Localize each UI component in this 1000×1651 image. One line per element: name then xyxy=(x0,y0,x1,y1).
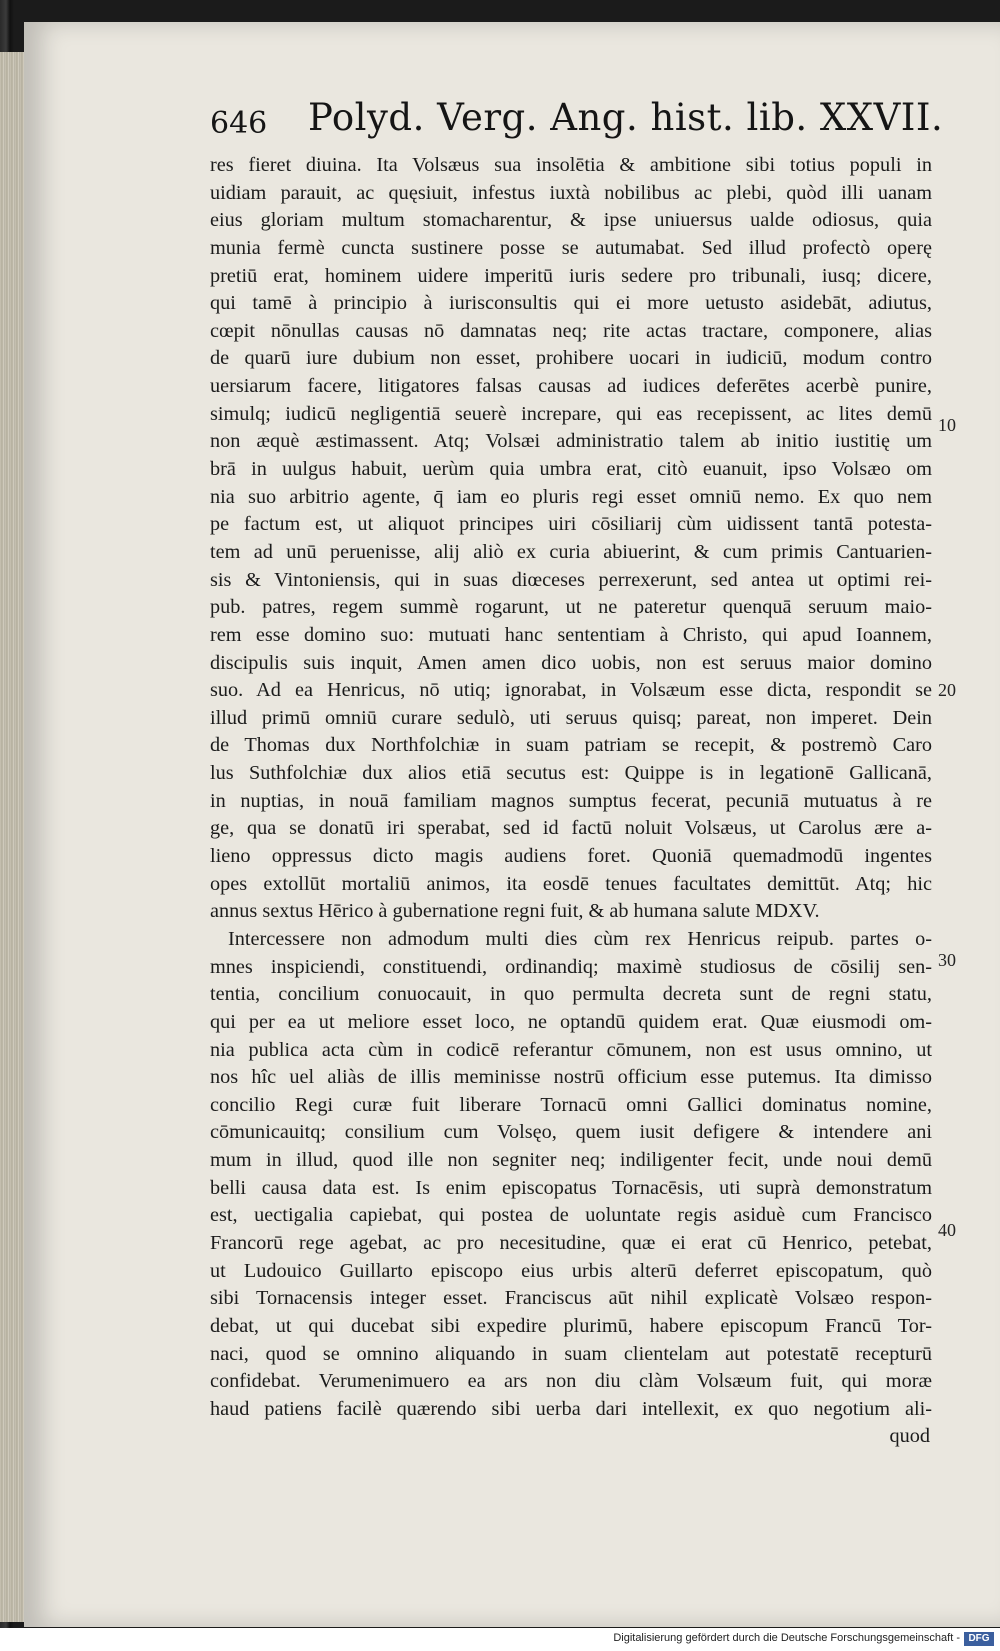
margin-line-number: 40 xyxy=(938,1220,956,1240)
text-line: Intercessere non admodum multi dies cùm rex Henricus reipub. partes o- xyxy=(228,927,932,950)
text-line: non æquè æstimassent. Atq; Volsæi administratio talem ab initio iustitię um xyxy=(210,430,932,453)
text-line: quod xyxy=(889,1425,930,1448)
text-line: discipulis suis inquit, Amen amen dico uobis, non est seruus maior domino xyxy=(210,651,932,674)
text-line: suo. Ad ea Henricus, nō utiq; ignorabat, in Volsæum esse dicta, respondit se xyxy=(210,679,932,702)
running-title: Polyd. Verg. Ang. hist. lib. XXVII. xyxy=(308,96,944,139)
text-line: est, uectigalia capiebat, qui postea de uoluntate regis asiduè cum Francisco xyxy=(210,1204,932,1227)
text-line: ut Ludouico Guillarto episcopo eius urbis alterū deferret episcopatum, quò xyxy=(210,1259,932,1282)
text-line: illud primū omniū curare sedulò, uti seruus quisq; pareat, non imperet. Dein xyxy=(210,706,932,729)
text-line: mnes inspiciendi, constituendi, ordinandiq; maximè studiosus de cōsilij sen- xyxy=(210,955,932,978)
text-line: pe factum est, ut aliquot principes uiri cōsiliarij cùm uidissent tantā potesta- xyxy=(210,513,932,536)
margin-line-number: 30 xyxy=(938,950,956,970)
text-line: naci, quod se omnino aliquando in suam clientelam aut potestatē recepturū xyxy=(210,1342,932,1365)
digitization-credit: Digitalisierung gefördert durch die Deutsche Forschungsgemeinschaft - xyxy=(613,1632,960,1644)
text-line: annus sextus Hērico à gubernatione regni fuit, & ab humana salute MDXV. xyxy=(210,900,820,923)
text-line: lieno oppressus dicto magis audiens foret. Quoniā quemadmodū ingentes xyxy=(210,845,932,868)
text-line: haud patiens facilè quærendo sibi uerba dari intellexit, ex quo negotium ali- xyxy=(210,1397,932,1420)
text-line: de quarū iure dubium non esset, prohibere uocari in iudiciū, modum contro xyxy=(210,347,932,370)
text-line: cœpit nōnullas causas nō damnatas neq; rite actas tractare, componere, alias xyxy=(210,319,932,342)
text-line: rem esse domino suo: mutuati hanc sententiam à Christo, qui apud Ioannem, xyxy=(210,623,932,646)
text-line: tem ad unū peruenisse, alij aliò ex curia abiuerint, & cum primis Cantuarien- xyxy=(210,540,932,563)
text-line: uersiarum facere, litigatores falsas causas ad iudices deferētes acerbè punire, xyxy=(210,375,932,398)
text-line: mum in illud, quod ille non segniter neq; indiligenter fecit, unde noui demū xyxy=(210,1149,932,1172)
text-line: sibi Tornacensis integer esset. Franciscus aūt nihil explicatè Volsæo respon- xyxy=(210,1287,932,1310)
text-line: concilio Regi curæ fuit liberare Tornacū omni Gallici dominatus nomine, xyxy=(210,1093,932,1116)
text-line: nia suo arbitrio agente, q̄ iam eo pluris regi esset omniū nemo. Ex quo nem xyxy=(210,485,932,508)
text-line: in nuptias, in nouā familiam magnos sumptus fecerat, pecuniā mutuatus à re xyxy=(210,789,932,812)
text-line: Francorū rege agebat, ac pro necesitudine, quæ ei erat cū Henrico, petebat, xyxy=(210,1231,932,1254)
text-line: lus Suthfolchiæ dux alios etiā secutus est: Quippe is in legationē Gallicanā, xyxy=(210,762,932,785)
text-line: qui per ea ut meliore esset loco, ne optandū quidem erat. Quæ eiusmodi om- xyxy=(210,1010,932,1033)
text-line: ge, qua se donatū iri sperabat, sed id factū noluit Volsæus, ut Carolus ære a- xyxy=(210,817,932,840)
text-line: brā in uulgus habuit, uerùm quia umbra erat, citò euanuit, ipso Volsæo om xyxy=(210,458,932,481)
text-line: debat, ut qui ducebat sibi expedire plurimū, habere episcopum Francū Tor- xyxy=(210,1314,932,1337)
dfg-logo: DFG xyxy=(964,1632,994,1646)
text-line: pub. patres, regem summè rogarunt, ut ne pateretur quenquā seruum maio- xyxy=(210,596,932,619)
text-line: eius gloriam multum stomacharentur, & ipse uniuersus ualde odiosus, quia xyxy=(210,209,932,232)
text-line: uidiam parauit, ac quęsiuit, infestus iuxtà nobilibus ac plebi, quòd illi uanam xyxy=(210,181,932,204)
text-line: pretiū erat, hominem uidere imperitū iuris sedere pro tribunali, iusq; dicere, xyxy=(210,264,932,287)
text-line: de Thomas dux Northfolchiæ in suam patriam se recepit, & postremò Caro xyxy=(210,734,932,757)
margin-line-number: 20 xyxy=(938,680,956,700)
page-header xyxy=(210,96,944,146)
text-line: res fieret diuina. Ita Volsæus sua insolētia & ambitione sibi totius populi in xyxy=(210,154,932,176)
text-line: munia fermè cuncta sustinere posse se autumabat. Sed illud profectò operę xyxy=(210,236,932,259)
text-line: simulq; iudicū negligentiā seuerè increpare, qui eas recepissent, ac lites demū xyxy=(210,402,932,425)
text-line: nia publica acta cùm in codicē referantur cōmunem, non est usus omnino, ut xyxy=(210,1038,932,1061)
text-line: cōmunicauitq; consilium cum Volsęo, quem iusit defigere & intendere ani xyxy=(210,1121,932,1144)
footer-bar xyxy=(0,1628,1000,1651)
text-line: qui tamē à principio à iurisconsultis qui ei more uetusto asidebāt, adiutus, xyxy=(210,292,932,315)
page-number: 646 xyxy=(210,106,268,141)
text-line: tentia, concilium conuocauit, in quo permulta decreta sunt de regni statu, xyxy=(210,983,932,1006)
text-line: confidebat. Verumenimuero ea ars non diu clàm Volsæum fuit, qui moræ xyxy=(210,1370,932,1393)
text-line: sis & Vintoniensis, qui in suas diœceses perrexerunt, sed antea ut optimi rei- xyxy=(210,568,932,591)
text-line: opes extollūt mortaliū animos, ita eosdē tenues facultates demittūt. Atq; hic xyxy=(210,872,932,895)
text-line: nos hîc uel aliàs de illis meminisse nostrū officium esse putemus. Ita dimisso xyxy=(210,1066,932,1089)
text-line: belli causa data est. Is enim episcopatus Tornacēsis, uti suprà demonstratum xyxy=(210,1176,932,1199)
body-text xyxy=(210,152,932,1451)
margin-line-number: 10 xyxy=(938,415,956,435)
